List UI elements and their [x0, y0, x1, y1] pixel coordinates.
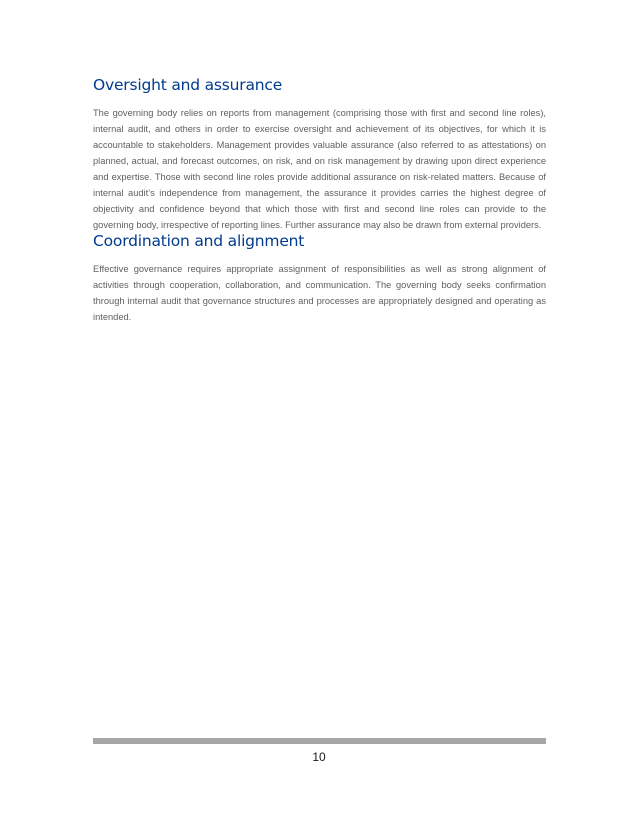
section-body: The governing body relies on reports from management (comprising those with first and second line roles), internal audit, and others in order to exercise oversight and achievement of its objectives, for which it is accountable to stakeholders. Management provides valuable assurance (also referred to as attestations) on planned, actual, and forecast outcomes, on risk, and on risk management by drawing upon direct experience and expertise. Those with second line roles provide additional assurance on risk-related matters. Because of internal audit’s independence from management, the assurance it provides carries the highest degree of objectivity and confidence beyond that which those with first and second line roles can provide to the governing body, irrespective of reporting lines. Further assurance may also be drawn from external providers.	[93, 108, 546, 230]
section-heading: Coordination and alignment	[93, 232, 305, 250]
section-coordination-alignment	[93, 230, 546, 325]
section-oversight-assurance	[93, 74, 546, 233]
section-body: Effective governance requires appropriate assignment of responsibilities as well as strong alignment of activities through cooperation, collaboration, and communication. The governing body seeks confirmation through internal audit that governance structures and processes are appropriately designed and operating as intended.	[93, 264, 546, 322]
footer-divider-bar	[93, 738, 546, 744]
section-heading: Oversight and assurance	[93, 76, 283, 94]
page-number: 10	[312, 750, 326, 764]
